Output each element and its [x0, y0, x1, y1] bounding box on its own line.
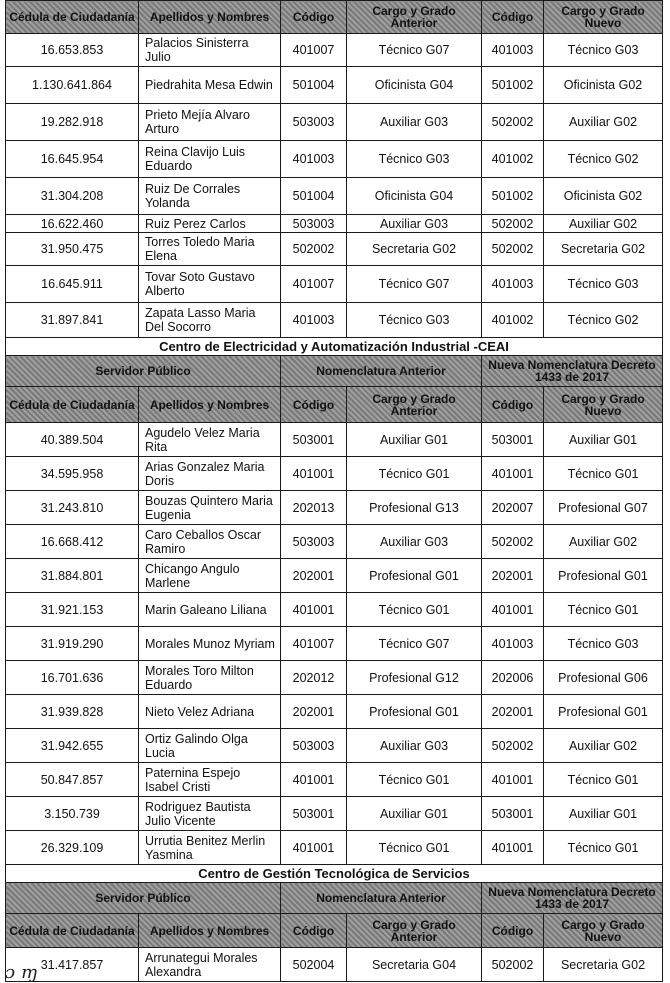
nombre-cell: Arrunategui Morales Alexandra [139, 948, 281, 982]
nombre-cell: Chicango Angulo Marlene [139, 559, 281, 593]
header-cargo-anterior: Cargo y Grado Anterior [347, 914, 482, 948]
cedula-cell: 26.329.109 [6, 831, 139, 865]
table-row [6, 695, 663, 729]
cargo-anterior-cell: Técnico G07 [347, 627, 482, 661]
cargo-anterior-cell: Secretaria G04 [347, 948, 482, 982]
cedula-cell: 31.942.655 [6, 729, 139, 763]
group-header-row [6, 356, 663, 387]
header-cedula: Cédula de Ciudadanía [6, 1, 139, 34]
cargo-nuevo-cell: Oficinista G02 [544, 67, 663, 104]
document-page [5, 0, 662, 982]
codigo-nuevo-cell: 401001 [482, 831, 544, 865]
codigo-anterior-cell: 401001 [281, 763, 347, 797]
header-cargo-anterior: Cargo y Grado Anterior [347, 1, 482, 34]
codigo-nuevo-cell: 502002 [482, 729, 544, 763]
table-body [6, 1, 663, 982]
table-row [6, 67, 663, 104]
header-cedula: Cédula de Ciudadanía [6, 387, 139, 423]
header-cargo-nuevo: Cargo y Grado Nuevo [544, 387, 663, 423]
table-row [6, 593, 663, 627]
nombre-cell: Paternina Espejo Isabel Cristi [139, 763, 281, 797]
codigo-anterior-cell: 503003 [281, 729, 347, 763]
cargo-nuevo-cell: Técnico G03 [544, 627, 663, 661]
cargo-anterior-cell: Auxiliar G03 [347, 215, 482, 233]
nombre-cell: Morales Toro Milton Eduardo [139, 661, 281, 695]
band-servidor: Servidor Público [6, 883, 281, 914]
cargo-anterior-cell: Profesional G12 [347, 661, 482, 695]
nombre-cell: Marin Galeano Liliana [139, 593, 281, 627]
cargo-nuevo-cell: Técnico G01 [544, 763, 663, 797]
nombre-cell: Palacios Sinisterra Julio [139, 34, 281, 67]
cedula-cell: 34.595.958 [6, 457, 139, 491]
table-row [6, 763, 663, 797]
codigo-anterior-cell: 202012 [281, 661, 347, 695]
column-header-row [6, 914, 663, 948]
nombre-cell: Morales Munoz Myriam [139, 627, 281, 661]
cargo-nuevo-cell: Técnico G02 [544, 303, 663, 338]
codigo-nuevo-cell: 401003 [482, 266, 544, 303]
table-row [6, 141, 663, 178]
band-nomenclatura-anterior: Nomenclatura Anterior [281, 883, 482, 914]
cargo-anterior-cell: Secretaria G02 [347, 233, 482, 266]
cedula-cell: 1.130.641.864 [6, 67, 139, 104]
codigo-nuevo-cell: 401001 [482, 593, 544, 627]
table-row [6, 948, 663, 982]
nombre-cell: Rodriguez Bautista Julio Vicente [139, 797, 281, 831]
header-codigo-nuevo: Código [482, 914, 544, 948]
header-codigo: Código [281, 387, 347, 423]
codigo-anterior-cell: 202013 [281, 491, 347, 525]
cargo-anterior-cell: Oficinista G04 [347, 67, 482, 104]
codigo-nuevo-cell: 502002 [482, 215, 544, 233]
cargo-anterior-cell: Profesional G13 [347, 491, 482, 525]
table-row [6, 233, 663, 266]
column-header-row [6, 387, 663, 423]
codigo-nuevo-cell: 501002 [482, 67, 544, 104]
cargo-nuevo-cell: Técnico G01 [544, 831, 663, 865]
cargo-anterior-cell: Técnico G07 [347, 266, 482, 303]
cargo-nuevo-cell: Auxiliar G02 [544, 729, 663, 763]
cargo-anterior-cell: Profesional G01 [347, 695, 482, 729]
section-title: Centro de Gestión Tecnológica de Servicios [6, 865, 663, 883]
header-apellidos: Apellidos y Nombres [139, 1, 281, 34]
codigo-nuevo-cell: 202006 [482, 661, 544, 695]
table-row [6, 627, 663, 661]
cedula-cell: 16.622.460 [6, 215, 139, 233]
cargo-anterior-cell: Auxiliar G01 [347, 423, 482, 457]
cedula-cell: 31.884.801 [6, 559, 139, 593]
header-cargo-nuevo: Cargo y Grado Nuevo [544, 914, 663, 948]
cedula-cell: 16.653.853 [6, 34, 139, 67]
cargo-nuevo-cell: Profesional G07 [544, 491, 663, 525]
cargo-nuevo-cell: Oficinista G02 [544, 178, 663, 215]
cargo-nuevo-cell: Secretaria G02 [544, 948, 663, 982]
nombre-cell: Nieto Velez Adriana [139, 695, 281, 729]
codigo-nuevo-cell: 202001 [482, 559, 544, 593]
table-row [6, 559, 663, 593]
cedula-cell: 19.282.918 [6, 104, 139, 141]
header-apellidos: Apellidos y Nombres [139, 914, 281, 948]
cargo-nuevo-cell: Técnico G01 [544, 593, 663, 627]
table-row [6, 457, 663, 491]
codigo-anterior-cell: 401007 [281, 627, 347, 661]
codigo-anterior-cell: 401007 [281, 266, 347, 303]
codigo-nuevo-cell: 502002 [482, 948, 544, 982]
cedula-cell: 31.939.828 [6, 695, 139, 729]
cedula-cell: 31.417.857 [6, 948, 139, 982]
codigo-anterior-cell: 503001 [281, 423, 347, 457]
codigo-nuevo-cell: 401002 [482, 303, 544, 338]
cargo-anterior-cell: Profesional G01 [347, 559, 482, 593]
nombre-cell: Zapata Lasso Maria Del Socorro [139, 303, 281, 338]
header-codigo: Código [281, 914, 347, 948]
cargo-anterior-cell: Auxiliar G03 [347, 104, 482, 141]
cargo-anterior-cell: Auxiliar G01 [347, 797, 482, 831]
table-row [6, 104, 663, 141]
table-row [6, 797, 663, 831]
cargo-nuevo-cell: Técnico G03 [544, 34, 663, 67]
codigo-nuevo-cell: 502002 [482, 525, 544, 559]
band-nueva-nomenclatura: Nueva Nomenclatura Decreto 1433 de 2017 [482, 883, 663, 914]
codigo-nuevo-cell: 502002 [482, 233, 544, 266]
table-row [6, 34, 663, 67]
header-codigo-nuevo: Código [482, 1, 544, 34]
header-cargo-anterior: Cargo y Grado Anterior [347, 387, 482, 423]
nombre-cell: Ruiz De Corrales Yolanda [139, 178, 281, 215]
header-apellidos: Apellidos y Nombres [139, 387, 281, 423]
nombre-cell: Agudelo Velez Maria Rita [139, 423, 281, 457]
table-row [6, 729, 663, 763]
cedula-cell: 31.304.208 [6, 178, 139, 215]
cedula-cell: 16.645.954 [6, 141, 139, 178]
header-cedula: Cédula de Ciudadanía [6, 914, 139, 948]
cedula-cell: 31.921.153 [6, 593, 139, 627]
codigo-nuevo-cell: 401002 [482, 141, 544, 178]
cargo-nuevo-cell: Técnico G03 [544, 266, 663, 303]
header-codigo: Código [281, 1, 347, 34]
cedula-cell: 31.950.475 [6, 233, 139, 266]
section-title: Centro de Electricidad y Automatización Industrial -CEAI [6, 338, 663, 356]
cedula-cell: 16.645.911 [6, 266, 139, 303]
section-title-row [6, 865, 663, 883]
codigo-anterior-cell: 501004 [281, 67, 347, 104]
codigo-nuevo-cell: 401001 [482, 457, 544, 491]
codigo-nuevo-cell: 503001 [482, 797, 544, 831]
cedula-cell: 3.150.739 [6, 797, 139, 831]
cedula-cell: 31.243.810 [6, 491, 139, 525]
table-row [6, 831, 663, 865]
cargo-anterior-cell: Técnico G01 [347, 763, 482, 797]
header-cargo-nuevo: Cargo y Grado Nuevo [544, 1, 663, 34]
cargo-anterior-cell: Técnico G03 [347, 141, 482, 178]
cargo-anterior-cell: Auxiliar G03 [347, 729, 482, 763]
nombre-cell: Bouzas Quintero Maria Eugenia [139, 491, 281, 525]
personnel-table [5, 0, 663, 982]
codigo-nuevo-cell: 202007 [482, 491, 544, 525]
cedula-cell: 16.701.636 [6, 661, 139, 695]
cargo-anterior-cell: Oficinista G04 [347, 178, 482, 215]
codigo-nuevo-cell: 501002 [482, 178, 544, 215]
codigo-nuevo-cell: 503001 [482, 423, 544, 457]
cargo-anterior-cell: Técnico G01 [347, 457, 482, 491]
header-codigo-nuevo: Código [482, 387, 544, 423]
cargo-nuevo-cell: Profesional G01 [544, 559, 663, 593]
nombre-cell: Reina Clavijo Luis Eduardo [139, 141, 281, 178]
table-row [6, 178, 663, 215]
cargo-nuevo-cell: Técnico G01 [544, 457, 663, 491]
codigo-anterior-cell: 401003 [281, 303, 347, 338]
nombre-cell: Torres Toledo Maria Elena [139, 233, 281, 266]
codigo-anterior-cell: 503003 [281, 104, 347, 141]
codigo-nuevo-cell: 401003 [482, 627, 544, 661]
table-row [6, 661, 663, 695]
band-nomenclatura-anterior: Nomenclatura Anterior [281, 356, 482, 387]
table-row [6, 303, 663, 338]
table-row [6, 266, 663, 303]
codigo-anterior-cell: 401001 [281, 831, 347, 865]
codigo-anterior-cell: 401003 [281, 141, 347, 178]
nombre-cell: Ortiz Galindo Olga Lucia [139, 729, 281, 763]
nombre-cell: Tovar Soto Gustavo Alberto [139, 266, 281, 303]
table-row [6, 423, 663, 457]
table-row [6, 525, 663, 559]
codigo-anterior-cell: 503003 [281, 215, 347, 233]
nombre-cell: Caro Ceballos Oscar Ramiro [139, 525, 281, 559]
table-row [6, 491, 663, 525]
codigo-anterior-cell: 401001 [281, 457, 347, 491]
column-header-row [6, 1, 663, 34]
nombre-cell: Prieto Mejía Alvaro Arturo [139, 104, 281, 141]
codigo-nuevo-cell: 401001 [482, 763, 544, 797]
codigo-anterior-cell: 202001 [281, 559, 347, 593]
cargo-nuevo-cell: Auxiliar G01 [544, 797, 663, 831]
cargo-nuevo-cell: Técnico G02 [544, 141, 663, 178]
group-header-row [6, 883, 663, 914]
codigo-nuevo-cell: 401003 [482, 34, 544, 67]
codigo-anterior-cell: 202001 [281, 695, 347, 729]
nombre-cell: Urrutia Benitez Merlin Yasmina [139, 831, 281, 865]
codigo-anterior-cell: 401007 [281, 34, 347, 67]
cargo-nuevo-cell: Auxiliar G02 [544, 104, 663, 141]
handwritten-signature: ɔ ɱ [5, 962, 38, 983]
cargo-nuevo-cell: Profesional G06 [544, 661, 663, 695]
nombre-cell: Piedrahita Mesa Edwin [139, 67, 281, 104]
cargo-anterior-cell: Técnico G01 [347, 593, 482, 627]
codigo-nuevo-cell: 202001 [482, 695, 544, 729]
cargo-nuevo-cell: Secretaria G02 [544, 233, 663, 266]
cargo-anterior-cell: Técnico G03 [347, 303, 482, 338]
cedula-cell: 50.847.857 [6, 763, 139, 797]
nombre-cell: Arias Gonzalez Maria Doris [139, 457, 281, 491]
cedula-cell: 31.919.290 [6, 627, 139, 661]
cedula-cell: 40.389.504 [6, 423, 139, 457]
cedula-cell: 31.897.841 [6, 303, 139, 338]
codigo-anterior-cell: 501004 [281, 178, 347, 215]
codigo-anterior-cell: 502002 [281, 233, 347, 266]
band-nueva-nomenclatura: Nueva Nomenclatura Decreto 1433 de 2017 [482, 356, 663, 387]
table-row [6, 215, 663, 233]
cargo-nuevo-cell: Auxiliar G01 [544, 423, 663, 457]
cargo-anterior-cell: Técnico G07 [347, 34, 482, 67]
codigo-nuevo-cell: 502002 [482, 104, 544, 141]
codigo-anterior-cell: 503003 [281, 525, 347, 559]
cargo-anterior-cell: Auxiliar G03 [347, 525, 482, 559]
nombre-cell: Ruiz Perez Carlos [139, 215, 281, 233]
cedula-cell: 16.668.412 [6, 525, 139, 559]
cargo-nuevo-cell: Auxiliar G02 [544, 525, 663, 559]
codigo-anterior-cell: 502004 [281, 948, 347, 982]
cargo-anterior-cell: Técnico G01 [347, 831, 482, 865]
codigo-anterior-cell: 503001 [281, 797, 347, 831]
cargo-nuevo-cell: Profesional G01 [544, 695, 663, 729]
cargo-nuevo-cell: Auxiliar G02 [544, 215, 663, 233]
section-title-row [6, 338, 663, 356]
codigo-anterior-cell: 401001 [281, 593, 347, 627]
band-servidor: Servidor Público [6, 356, 281, 387]
